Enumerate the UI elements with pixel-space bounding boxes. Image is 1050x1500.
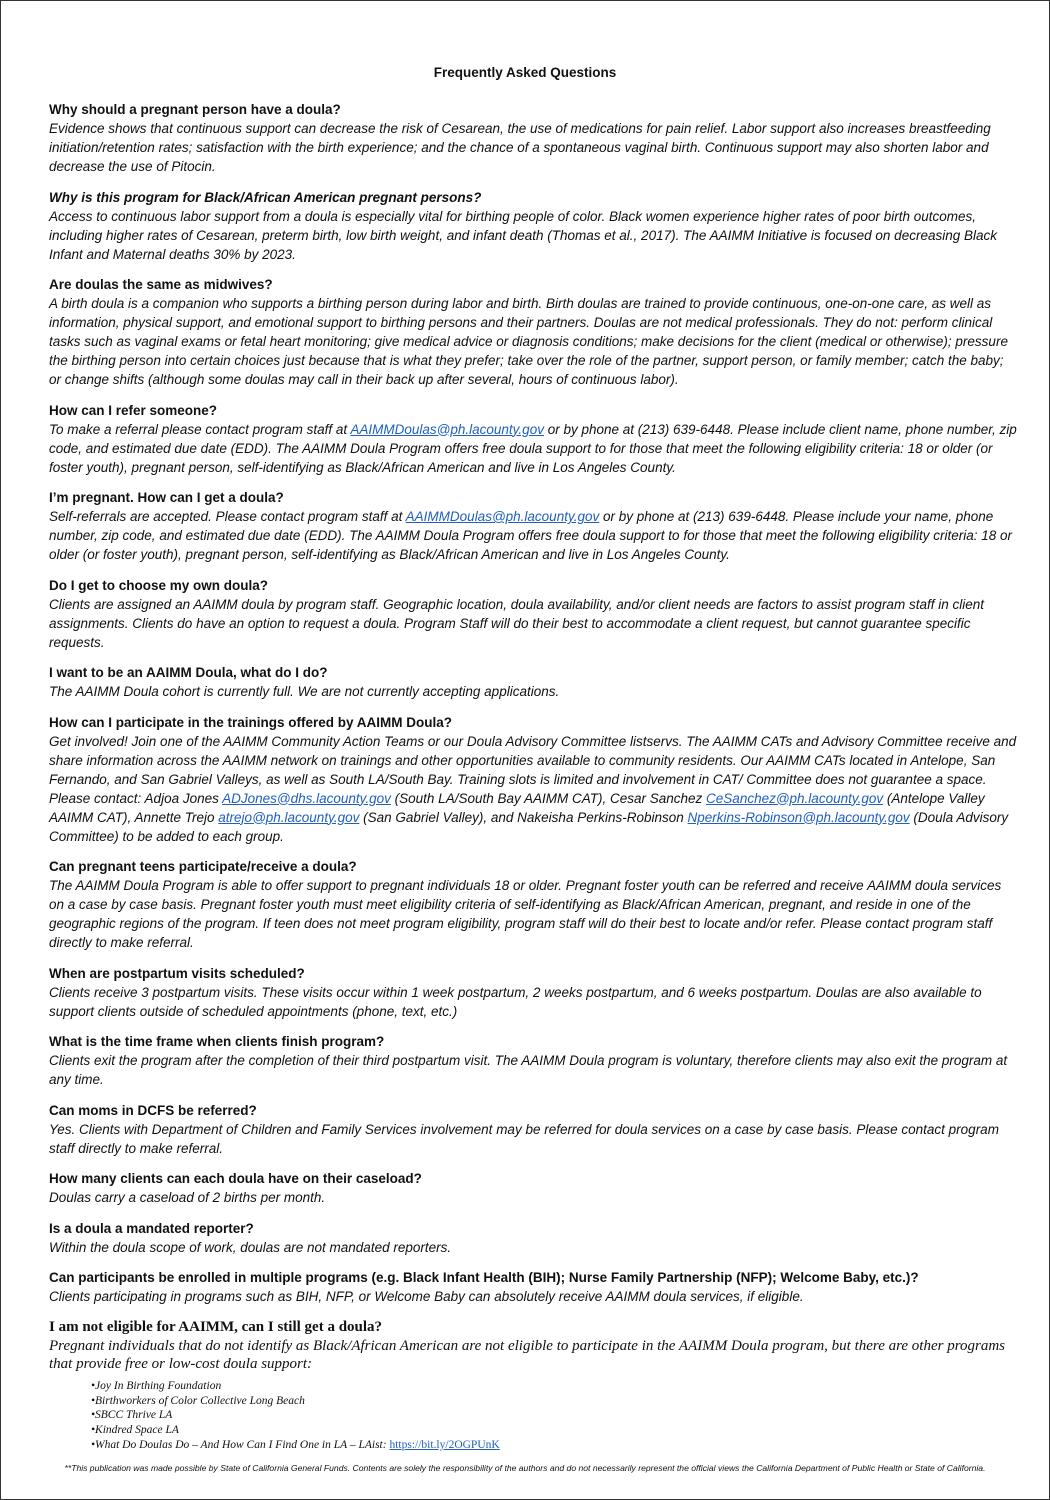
faq-question: Do I get to choose my own doula? — [49, 577, 269, 593]
faq-item-time-frame — [49, 1032, 1017, 1089]
answer-text: Get involved! Join one of the AAIMM Community Action Teams or our Doula Advisory Committee listservs. The AAIMM CATs and Advisory Committee receive and share information across the AAIMM network on trainings and other opportunities available to community residents. Our AAIMM CATs located in Antelope, San Fernando, and San Gabriel Valleys, as well as South LA/South Bay. Training slots is limited and involvement in CAT/ Committee does not guarantee a space. Please contact: Adjoa Jones — [49, 733, 1017, 806]
resource-item: •Joy In Birthing Foundation — [91, 1380, 222, 1392]
faq-item-doulas-vs-midwives — [49, 275, 1017, 389]
faq-question: I want to be an AAIMM Doula, what do I do? — [49, 665, 328, 680]
faq-item-teens — [49, 857, 1017, 952]
faq-question: What is the time frame when clients finish program? — [49, 1034, 385, 1049]
answer-text: Self-referrals are accepted. Please contact program staff at — [49, 509, 406, 524]
email-link-cesanchez[interactable]: CeSanchez@ph.lacounty.gov — [706, 790, 884, 806]
faq-question: How can I participate in the trainings offered by AAIMM Doula? — [49, 714, 453, 730]
faq-item-refer-someone — [49, 401, 1017, 477]
faq-answer: Access to continuous labor support from a doula is especially vital for birthing people of color. Black women experience higher rates of poor birth outcomes, including higher rates of Cesarean, preterm birth, low birth weight, and infant death (Thomas et al., 2017). The AAIMM Initiative is focused on decreasing Black Infant and Maternal deaths 30% by 2023. — [49, 208, 997, 262]
answer-text: (San Gabriel Valley), and Nakeisha Perkins-Robinson — [359, 809, 688, 825]
faq-answer: Clients exit the program after the completion of their third postpartum visit. The AAIMM Doula program is voluntary, therefore clients may also exit the program at any time. — [49, 1053, 1008, 1087]
footnote: **This publication was made possible by State of California General Funds. Contents are solely the responsibility of the authors and do not necessarily represent the official views the California Department of Public Health or State of California. — [64, 1463, 986, 1473]
resource-item: •Kindred Space LA — [91, 1424, 179, 1437]
email-link[interactable]: AAIMMDoulas@ph.lacounty.gov — [405, 509, 600, 524]
faq-answer: The AAIMM Doula Program is able to offer support to pregnant individuals 18 or older. Pregnant foster youth can be referred and receive AAIMM doula services on a case by case basis. Pregnant foster youth must meet eligibility criteria of self-identifying as Black/African American, pregnant, and reside in one of the geographic regions of the program. If teen does not meet program eligibility, program staff will do their best to locate and/or refer. Please contact program staff directly to make referral. — [49, 878, 1002, 950]
resource-item: •Birthworkers of Color Collective Long Beach — [91, 1394, 305, 1407]
faq-answer: Within the doula scope of work, doulas are not mandated reporters. — [49, 1239, 452, 1255]
faq-answer: Pregnant individuals that do not identify as Black/African American are not eligible to participate in the AAIMM Doula program, but there are other programs that provide free or low-cost doula support: — [49, 1337, 1005, 1372]
faq-item-not-eligible — [49, 1318, 1017, 1373]
answer-text: To make a referral please contact program staff at — [49, 421, 351, 437]
faq-answer: Yes. Clients with Department of Children and Family Services involvement may be referred for doula services on a case by case basis. Please contact program staff directly to make referral. — [49, 1121, 999, 1156]
answer-text: or by phone at (213) 639-6448. Please include client name, phone number, zip code, and estimated due date (EDD). The AAIMM Doula Program offers free doula support to for those that meet the following eligibility criteria: 18 or older (or foster youth), pregnant person, self-identifying as Black/African American and live in Los Angeles County. — [49, 421, 1017, 475]
faq-item-why-doula — [49, 100, 1017, 176]
faq-question: Can moms in DCFS be referred? — [49, 1102, 257, 1118]
page-title: Frequently Asked Questions — [433, 65, 617, 80]
answer-text: (South LA/South Bay AAIMM CAT), Cesar Sanchez — [390, 790, 707, 806]
faq-question: Are doulas the same as midwives? — [49, 277, 273, 292]
resource-item — [91, 1438, 500, 1453]
email-link[interactable]: AAIMMDoulas@ph.lacounty.gov — [350, 421, 544, 437]
faq-answer: Clients participating in programs such as BIH, NFP, or Welcome Baby can absolutely receive AAIMM doula services, if eligible. — [49, 1289, 804, 1304]
faq-answer: Doulas carry a caseload of 2 births per month. — [49, 1190, 326, 1205]
faq-answer — [49, 732, 1017, 846]
resource-item: •SBCC Thrive LA — [91, 1409, 173, 1422]
faq-item-postpartum-visits — [49, 964, 1017, 1021]
answer-text: or by phone at (213) 639-6448. Please include your name, phone number, zip code, and estimated due date (EDD). The AAIMM Doula Program offers free doula support to for those that meet the following eligibility criteria: 18 or older (or foster youth), pregnant person, self-identifying as Black/African American and live in Los Angeles County. — [49, 509, 1012, 562]
email-link-adjones[interactable]: ADJones@dhs.lacounty.gov — [222, 790, 391, 806]
faq-item-choose-doula — [49, 576, 1017, 652]
resource-item-text: •What Do Doulas Do – And How Can I Find One in LA – LAist: — [91, 1438, 390, 1451]
faq-item-mandated-reporter — [49, 1219, 1017, 1257]
faq-question: I am not eligible for AAIMM, can I still get a doula? — [49, 1318, 383, 1335]
faq-item-dcfs — [49, 1101, 1017, 1158]
faq-item-become-doula — [49, 663, 1017, 701]
faq-question: Why should a pregnant person have a doula? — [49, 102, 341, 117]
faq-list — [49, 100, 1017, 1384]
faq-item-why-black-program — [49, 188, 1017, 264]
faq-answer — [49, 420, 1017, 477]
faq-answer: Clients are assigned an AAIMM doula by program staff. Geographic location, doula availability, and/or client needs are factors to assist program staff in client assignments. Clients do have an option to request a doula. Program Staff will do their best to accommodate a client request, but cannot guarantee specific requests. — [49, 596, 984, 650]
faq-question: Can participants be enrolled in multiple programs (e.g. Black Infant Health (BIH); Nurse Family Partnership (NFP); Welcome Baby, etc.)? — [49, 1270, 919, 1285]
faq-question: How many clients can each doula have on their caseload? — [49, 1171, 422, 1186]
faq-item-multiple-programs — [49, 1268, 1017, 1306]
email-link-atrejo[interactable]: atrejo@ph.lacounty.gov — [218, 809, 360, 825]
faq-question: How can I refer someone? — [49, 402, 218, 418]
answer-text: (Antelope Valley AAIMM CAT), Annette Trejo — [49, 790, 985, 825]
faq-item-trainings — [49, 713, 1017, 846]
resource-link[interactable]: https://bit.ly/2OGPUnK — [389, 1438, 500, 1451]
answer-text: (Doula Advisory Committee) to be added to each group. — [49, 809, 1009, 844]
faq-answer: The AAIMM Doula cohort is currently full. We are not currently accepting applications. — [49, 684, 560, 699]
faq-item-caseload — [49, 1169, 1017, 1207]
faq-answer — [49, 507, 1017, 564]
email-link-nperkins[interactable]: Nperkins-Robinson@ph.lacounty.gov — [687, 809, 910, 825]
faq-question: Is a doula a mandated reporter? — [49, 1220, 254, 1236]
faq-answer: Evidence shows that continuous support can decrease the risk of Cesarean, the use of medications for pain relief. Labor support also increases breastfeeding initiation/retention rates; satisfaction with the birth experience; and the chance of a spontaneous vaginal birth. Continuous support may also shorten labor and decrease the use of Pitocin. — [49, 121, 991, 174]
resource-list — [91, 1379, 500, 1453]
faq-question: When are postpartum visits scheduled? — [49, 965, 305, 981]
faq-answer: A birth doula is a companion who supports a birthing person during labor and birth. Birth doulas are trained to provide continuous, one-on-one care, as well as information, physical support, and emotional support to birthing persons and their partners. Doulas are not medical professionals. They do not: perform clinical tasks such as vaginal exams or fetal heart monitoring; give medical advice or diagnosis conditions; make decisions for the client (medical or otherwise); pressure the birthing person into certain choices just because that is what they prefer; take over the role of the partner, support person, or family member; catch the baby; or change shifts (although some doulas may call in their back up after several, hours of continuous labor). — [49, 296, 1008, 387]
faq-question: I’m pregnant. How can I get a doula? — [49, 490, 284, 505]
faq-answer: Clients receive 3 postpartum visits. These visits occur within 1 week postpartum, 2 weeks postpartum, and 6 weeks postpartum. Doulas are also available to support clients outside of scheduled appointments (phone, text, etc.) — [49, 984, 982, 1019]
faq-question: Why is this program for Black/African American pregnant persons? — [49, 189, 482, 205]
faq-item-get-doula — [49, 488, 1017, 564]
faq-question: Can pregnant teens participate/receive a doula? — [49, 859, 357, 874]
